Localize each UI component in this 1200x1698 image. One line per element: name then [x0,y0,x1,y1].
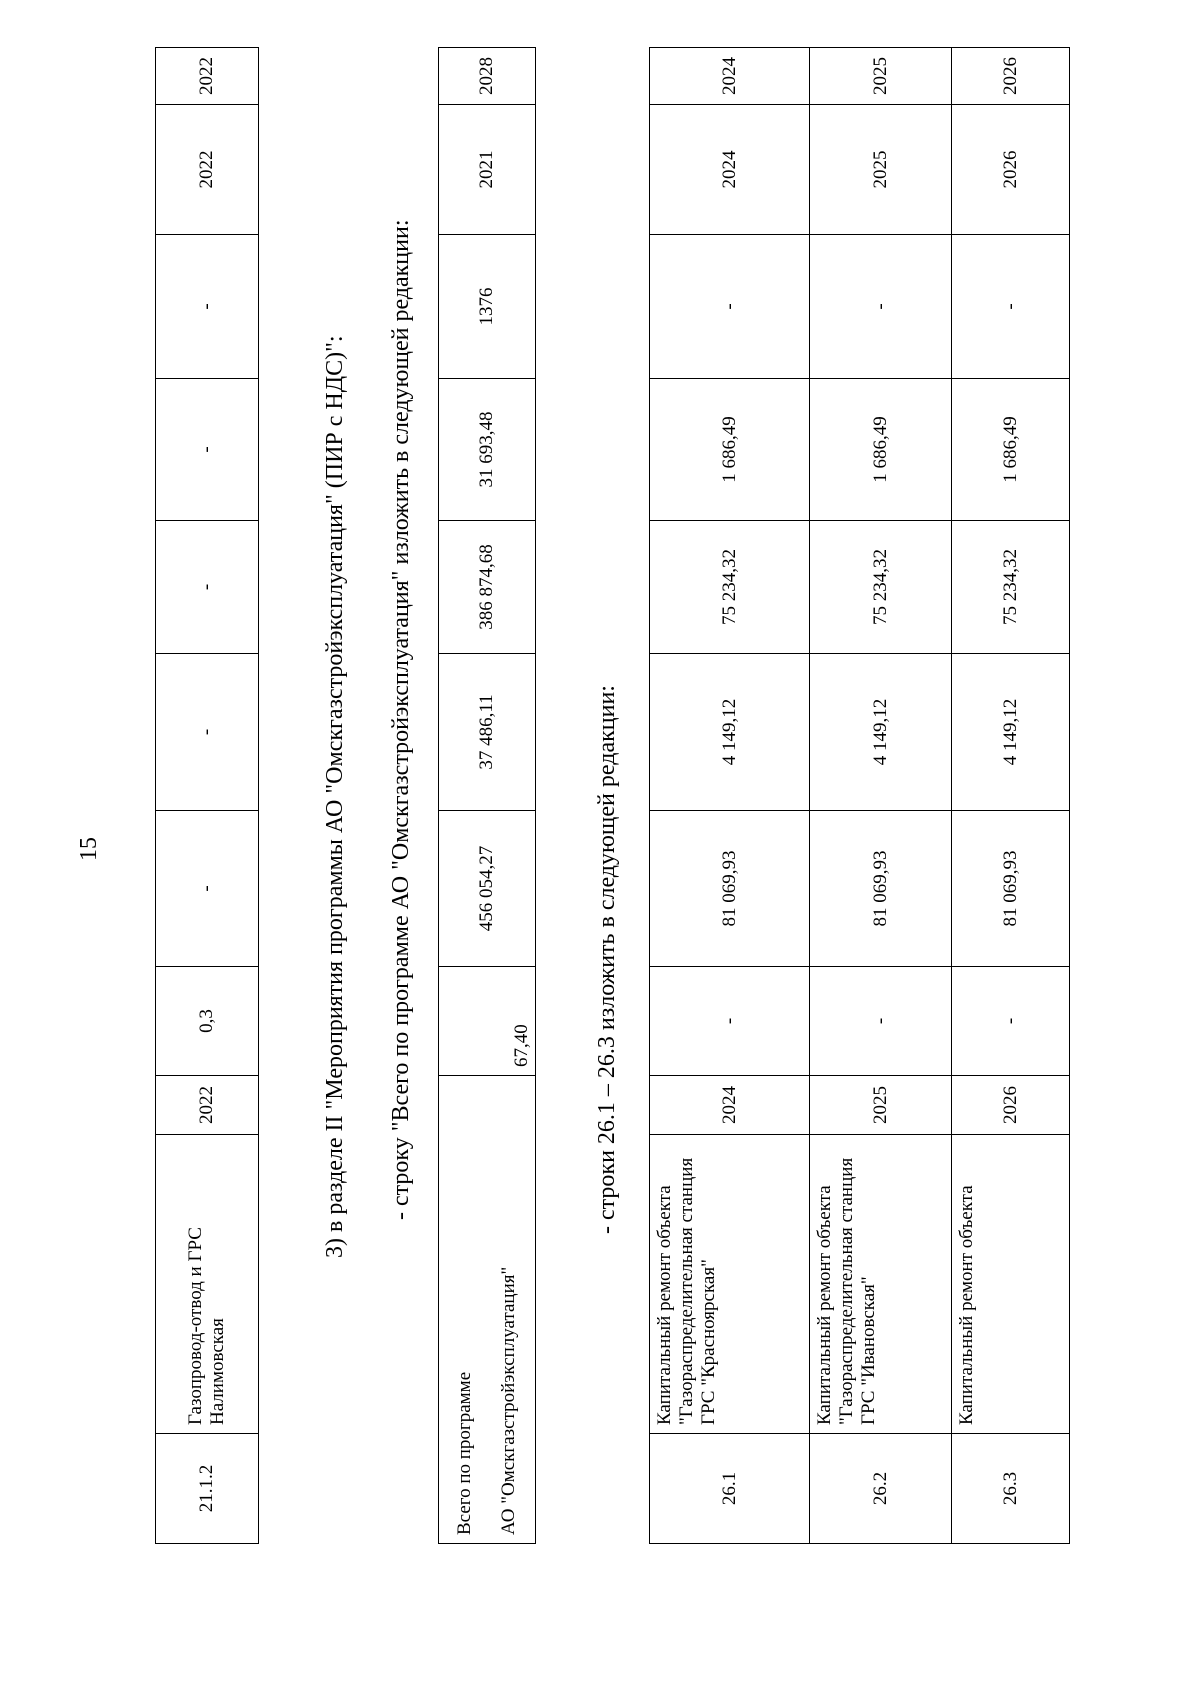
object-name: Капитальный ремонт объекта [952,1135,1070,1434]
cell: 2026 [952,1076,1070,1135]
row-number: 26.3 [952,1434,1070,1544]
cell: 2024 [650,48,810,105]
table-total [438,47,536,1544]
cell: - [156,521,259,654]
cell: 2024 [650,1076,810,1135]
cell: 2022 [156,1076,259,1135]
cell: 4 149,12 [810,654,952,811]
cell: 456 054,27 [439,811,536,967]
cell: 1 686,49 [810,379,952,521]
cell: 2021 [439,105,536,235]
total-label-line2: АО "Омскгазстройэксплуатация" [498,1266,519,1535]
cell: 75 234,32 [650,521,810,654]
cell: - [156,811,259,967]
row-number: 26.2 [810,1434,952,1544]
table-row [952,48,1070,1544]
cell: 0,3 [156,967,259,1076]
cell: 67,40 [439,967,536,1076]
cell: 31 693,48 [439,379,536,521]
cell: - [156,379,259,521]
cell: - [156,654,259,811]
total-label [439,1076,536,1544]
cell: 81 069,93 [952,811,1070,967]
cell: - [810,967,952,1076]
table-row [810,48,952,1544]
cell: 1 686,49 [952,379,1070,521]
cell: 2025 [810,1076,952,1135]
cell: 37 486,11 [439,654,536,811]
table-row [650,48,810,1544]
cell: 2026 [952,105,1070,235]
cell: - [952,967,1070,1076]
cell: 2025 [810,105,952,235]
object-name: Газопровод-отвод и ГРС Налимовская [156,1135,259,1434]
cell: 75 234,32 [952,521,1070,654]
cell: 2025 [810,48,952,105]
cell: 386 874,68 [439,521,536,654]
cell: 2028 [439,48,536,105]
cell: 81 069,93 [650,811,810,967]
cell: - [650,235,810,379]
cell: 75 234,32 [810,521,952,654]
object-name: Капитальный ремонт объекта "Газораспределительная станция ГРС "Красноярская" [650,1135,810,1434]
table-row [156,48,259,1544]
cell: - [810,235,952,379]
cell: - [952,235,1070,379]
cell: - [156,235,259,379]
table-row [439,48,536,1544]
cell: 81 069,93 [810,811,952,967]
table-rows-26 [649,47,1070,1544]
row-number: 26.1 [650,1434,810,1544]
cell: 4 149,12 [650,654,810,811]
cell: 2022 [156,105,259,235]
cell: 2022 [156,48,259,105]
cell: 2024 [650,105,810,235]
page-number: 15 [76,837,102,861]
cell: - [650,967,810,1076]
table-top [155,47,259,1544]
cell: 1376 [439,235,536,379]
total-label-line1: Всего по программе [454,1371,475,1535]
row-number: 21.1.2 [156,1434,259,1544]
cell: 2026 [952,48,1070,105]
paragraph-total-row: - строку "Всего по программе АО "Омскгазстройэксплуатация" изложить в следующей редакции: [388,219,414,1220]
cell: 1 686,49 [650,379,810,521]
cell: 4 149,12 [952,654,1070,811]
object-name: Капитальный ремонт объекта "Газораспределительная станция ГРС "Ивановская" [810,1135,952,1434]
paragraph-rows-26: - строки 26.1 – 26.3 изложить в следующей редакции: [594,685,620,1234]
paragraph-section-ii: 3) в разделе II "Мероприятия программы АО "Омскгазстройэксплуатация" (ПИР с НДС)": [322,335,348,1258]
